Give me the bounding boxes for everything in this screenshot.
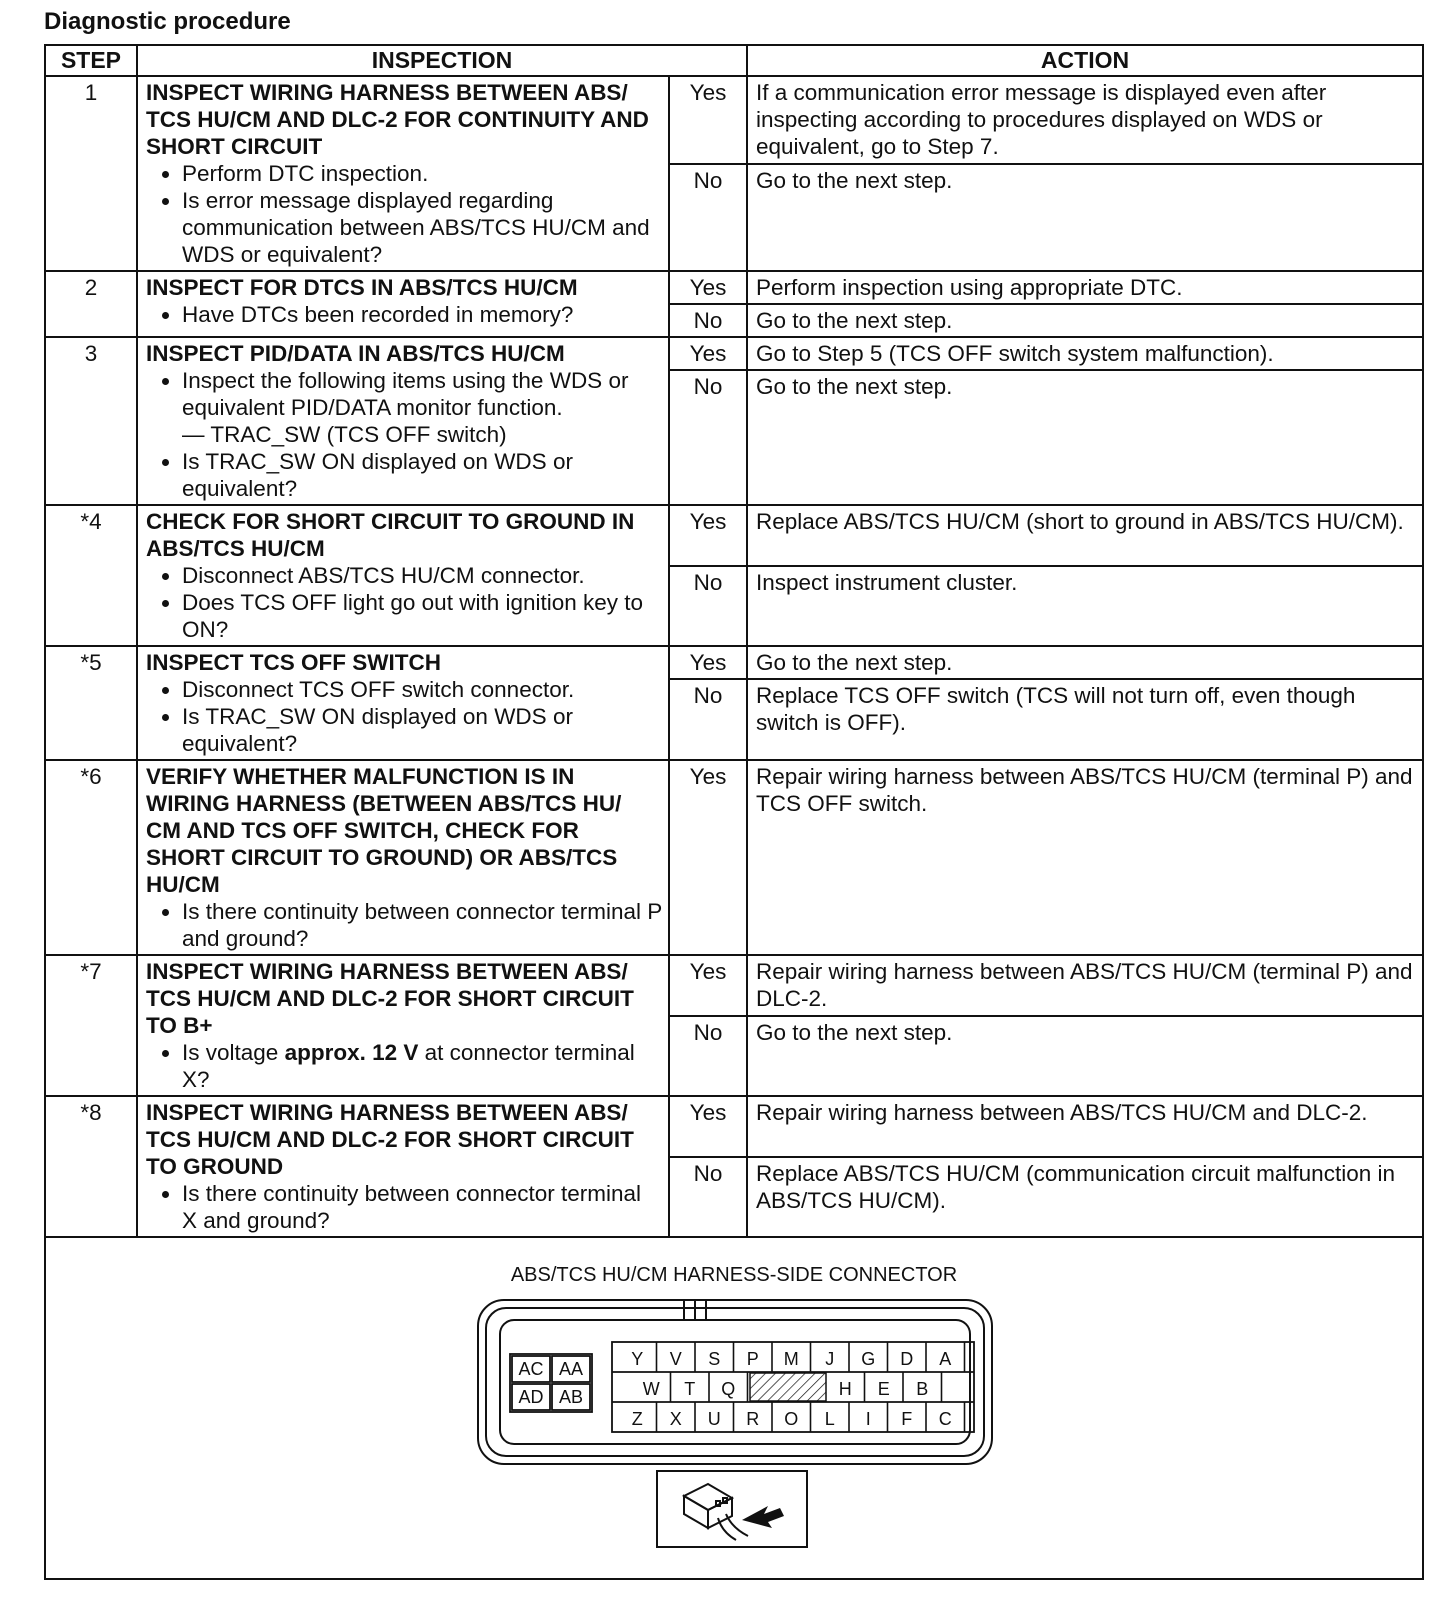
terminal-label: Q bbox=[721, 1379, 736, 1399]
inspection-title: INSPECT TCS OFF SWITCH bbox=[146, 650, 441, 675]
step-number: 3 bbox=[45, 337, 137, 505]
inspection-column-header: INSPECTION bbox=[137, 45, 747, 76]
list-item: • Disconnect TCS OFF switch connector. bbox=[182, 676, 662, 703]
figure-row bbox=[45, 1237, 1423, 1579]
list-item: • Have DTCs been recorded in memory? bbox=[182, 301, 662, 328]
terminal-label: B bbox=[916, 1379, 929, 1399]
inspection-cell bbox=[137, 1096, 669, 1237]
yes-action: Repair wiring harness between ABS/TCS HU/CM (terminal P) and TCS OFF switch. bbox=[747, 760, 1423, 955]
bullet-text: Is voltage bbox=[182, 1040, 285, 1065]
yes-action: Replace ABS/TCS HU/CM (short to ground in ABS/TCS HU/CM). bbox=[747, 505, 1423, 566]
inspection-bullets bbox=[146, 1180, 662, 1234]
terminal-label: V bbox=[669, 1349, 682, 1369]
yes-action: If a communication error message is displayed even after inspecting according to procedures displayed on WDS or equivalent, go to Step 7. bbox=[747, 76, 1423, 164]
list-item: • Disconnect ABS/TCS HU/CM connector. bbox=[182, 562, 662, 589]
no-action: Go to the next step. bbox=[747, 1016, 1423, 1096]
inspection-cell bbox=[137, 505, 669, 646]
table-row bbox=[45, 76, 1423, 164]
terminal-label: AC bbox=[518, 1359, 544, 1379]
step-column-header: STEP bbox=[45, 45, 137, 76]
page-heading: Diagnostic procedure bbox=[44, 8, 291, 35]
yes-action: Repair wiring harness between ABS/TCS HU/CM and DLC-2. bbox=[747, 1096, 1423, 1157]
list-item bbox=[182, 367, 662, 448]
yes-action: Repair wiring harness between ABS/TCS HU/CM (terminal P) and DLC-2. bbox=[747, 955, 1423, 1016]
yes-label: Yes bbox=[669, 505, 747, 566]
yes-label: Yes bbox=[669, 337, 747, 370]
inspection-title: INSPECT WIRING HARNESS BETWEEN ABS/ TCS HU/CM AND DLC-2 FOR SHORT CIRCUIT TO B+ bbox=[146, 959, 634, 1038]
yes-label: Yes bbox=[669, 76, 747, 164]
inspection-cell bbox=[137, 760, 669, 955]
inspection-cell bbox=[137, 76, 669, 271]
inspection-bullets bbox=[146, 676, 662, 757]
terminal-label: M bbox=[783, 1349, 799, 1369]
inspection-title: INSPECT FOR DTCS IN ABS/TCS HU/CM bbox=[146, 275, 578, 300]
view-direction-icon bbox=[656, 1470, 808, 1548]
step-number: *8 bbox=[45, 1096, 137, 1237]
list-item: • Perform DTC inspection. bbox=[182, 160, 662, 187]
terminal-label: U bbox=[707, 1409, 721, 1429]
inspection-bullets bbox=[146, 1039, 662, 1093]
terminal-label: P bbox=[746, 1349, 759, 1369]
step-number: *4 bbox=[45, 505, 137, 646]
terminal-label: W bbox=[642, 1379, 660, 1399]
inspection-title: VERIFY WHETHER MALFUNCTION IS IN WIRING HARNESS (BETWEEN ABS/TCS HU/ CM AND TCS OFF SWITCH, CHECK FOR SHORT CIRCUIT TO GROUND) OR ABS/TCS HU/CM bbox=[146, 764, 622, 897]
terminal-label: H bbox=[838, 1379, 852, 1399]
terminal-label: Y bbox=[631, 1349, 644, 1369]
terminal-label: AA bbox=[558, 1359, 584, 1379]
list-item: • Is TRAC_SW ON displayed on WDS or equivalent? bbox=[182, 448, 662, 502]
inspection-cell bbox=[137, 337, 669, 505]
inspection-bullets bbox=[146, 160, 662, 268]
no-action: Replace TCS OFF switch (TCS will not turn off, even though switch is OFF). bbox=[747, 679, 1423, 760]
no-action: Go to the next step. bbox=[747, 164, 1423, 271]
table-row bbox=[45, 955, 1423, 1016]
sub-item: — TRAC_SW (TCS OFF switch) bbox=[182, 422, 507, 447]
terminal-label: AB bbox=[558, 1387, 584, 1407]
terminal-label: R bbox=[746, 1409, 760, 1429]
no-label: No bbox=[669, 1157, 747, 1237]
inspection-cell bbox=[137, 955, 669, 1096]
terminal-label: L bbox=[824, 1409, 835, 1429]
inspection-bullets bbox=[146, 301, 662, 328]
no-label: No bbox=[669, 1016, 747, 1096]
yes-action: Perform inspection using appropriate DTC. bbox=[747, 271, 1423, 304]
terminal-label: S bbox=[708, 1349, 721, 1369]
yes-label: Yes bbox=[669, 1096, 747, 1157]
no-action: Go to the next step. bbox=[747, 304, 1423, 337]
list-item: • Does TCS OFF light go out with ignition key to ON? bbox=[182, 589, 662, 643]
table-row bbox=[45, 505, 1423, 566]
list-item bbox=[182, 1039, 662, 1093]
table-header-row bbox=[45, 45, 1423, 76]
terminal-label: F bbox=[901, 1409, 913, 1429]
terminal-label: Z bbox=[631, 1409, 643, 1429]
yes-label: Yes bbox=[669, 760, 747, 955]
no-action: Inspect instrument cluster. bbox=[747, 566, 1423, 646]
terminal-label: O bbox=[784, 1409, 799, 1429]
list-item: • Is there continuity between connector terminal P and ground? bbox=[182, 898, 662, 952]
list-item: • Is there continuity between connector terminal X and ground? bbox=[182, 1180, 662, 1234]
table-row bbox=[45, 760, 1423, 955]
table-row bbox=[45, 1096, 1423, 1157]
no-action: Go to the next step. bbox=[747, 370, 1423, 505]
terminal-label: X bbox=[669, 1409, 682, 1429]
bullet-text: at connector terminal X? bbox=[182, 1040, 635, 1092]
terminal-label: D bbox=[900, 1349, 914, 1369]
bullet-emphasis: approx. 12 V bbox=[284, 1040, 419, 1065]
bullet-text: Inspect the following items using the WDS or equivalent PID/DATA monitor function. bbox=[182, 368, 629, 420]
diagnostic-procedure-table bbox=[44, 44, 1424, 1580]
no-action: Replace ABS/TCS HU/CM (communication circuit malfunction in ABS/TCS HU/CM). bbox=[747, 1157, 1423, 1237]
inspection-title: INSPECT WIRING HARNESS BETWEEN ABS/ TCS HU/CM AND DLC-2 FOR SHORT CIRCUIT TO GROUND bbox=[146, 1100, 634, 1179]
inspection-cell bbox=[137, 271, 669, 337]
blank-terminal-hatch bbox=[750, 1373, 826, 1401]
inspection-bullets bbox=[146, 898, 662, 952]
yes-label: Yes bbox=[669, 955, 747, 1016]
inspection-cell bbox=[137, 646, 669, 760]
inspection-bullets bbox=[146, 367, 662, 502]
inspection-title: INSPECT WIRING HARNESS BETWEEN ABS/ TCS HU/CM AND DLC-2 FOR CONTINUITY AND SHORT CIRCUIT bbox=[146, 80, 649, 159]
step-number: 2 bbox=[45, 271, 137, 337]
no-label: No bbox=[669, 304, 747, 337]
terminal-label: J bbox=[825, 1349, 835, 1369]
terminal-label: G bbox=[861, 1349, 876, 1369]
connector-diagram bbox=[476, 1296, 996, 1468]
table-row bbox=[45, 337, 1423, 370]
table-row bbox=[45, 271, 1423, 304]
step-number: *7 bbox=[45, 955, 137, 1096]
terminal-label: A bbox=[939, 1349, 952, 1369]
inspection-title: INSPECT PID/DATA IN ABS/TCS HU/CM bbox=[146, 341, 565, 366]
yes-action: Go to the next step. bbox=[747, 646, 1423, 679]
step-number: 1 bbox=[45, 76, 137, 271]
no-label: No bbox=[669, 566, 747, 646]
list-item: • Is TRAC_SW ON displayed on WDS or equivalent? bbox=[182, 703, 662, 757]
figure-caption: ABS/TCS HU/CM HARNESS-SIDE CONNECTOR bbox=[510, 1264, 958, 1286]
latch bbox=[684, 1300, 706, 1320]
connector-figure bbox=[45, 1237, 1423, 1579]
no-label: No bbox=[669, 164, 747, 271]
yes-action: Go to Step 5 (TCS OFF switch system malfunction). bbox=[747, 337, 1423, 370]
terminal-label: E bbox=[877, 1379, 890, 1399]
terminal-label: T bbox=[684, 1379, 696, 1399]
step-number: *6 bbox=[45, 760, 137, 955]
no-label: No bbox=[669, 679, 747, 760]
action-column-header: ACTION bbox=[747, 45, 1423, 76]
terminal-label: C bbox=[938, 1409, 952, 1429]
list-item: • Is error message displayed regarding communication between ABS/TCS HU/CM and WDS or equivalent? bbox=[182, 187, 662, 268]
step-number: *5 bbox=[45, 646, 137, 760]
terminal-label: I bbox=[865, 1409, 871, 1429]
yes-label: Yes bbox=[669, 646, 747, 679]
no-label: No bbox=[669, 370, 747, 505]
yes-label: Yes bbox=[669, 271, 747, 304]
inspection-title: CHECK FOR SHORT CIRCUIT TO GROUND IN ABS/TCS HU/CM bbox=[146, 509, 635, 561]
table-row bbox=[45, 646, 1423, 679]
inspection-bullets bbox=[146, 562, 662, 643]
terminal-label: AD bbox=[518, 1387, 544, 1407]
